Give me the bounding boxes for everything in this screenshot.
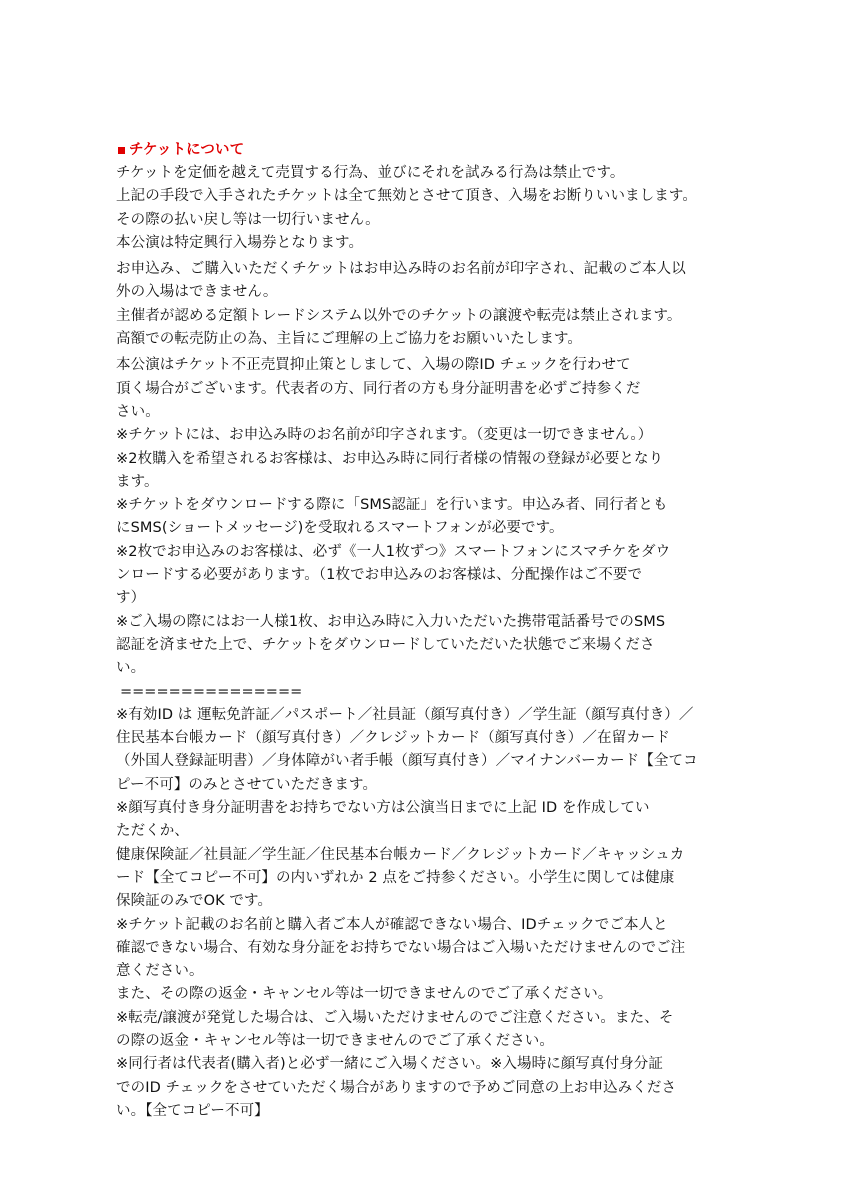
text-line: ピー不可】のみとさせていただきます。 — [116, 776, 378, 793]
ticket-notice — [116, 139, 736, 1123]
text-line: にSMS(ショートメッセージ)を受取れるスマートフォンが必要です。 — [116, 520, 564, 537]
text-line: ※同行者は代表者(購入者)と必ず一緒にご入場ください。※入場時に顔写真付身分証 — [116, 1056, 664, 1073]
text-line: 高額での転売防止の為、主旨にご理解の上ご協力をお願いいたします。 — [116, 331, 583, 348]
text-line: ※顔写真付き身分証明書をお持ちでない方は公演当日までに上記 ID を作成してい — [116, 800, 650, 817]
text-line: 外の入場はできません。 — [116, 284, 278, 301]
text-line: す） — [116, 590, 146, 607]
text-line: その際の払い戻し等は一切行いません。 — [116, 211, 380, 228]
separator-line: =============== — [120, 683, 303, 700]
text-line: ード【全てコピー不可】の内いずれか 2 点をご持参ください。小学生に関しては健康 — [116, 869, 675, 886]
text-line: 保険証のみでOK です。 — [116, 893, 273, 910]
text-line: ※チケットをダウンロードする際に「SMS認証」を行います。申込み者、同行者とも — [116, 497, 668, 514]
text-line: でのID チェックをさせていただく場合がありますので予めご同意の上お申込みくださ — [116, 1079, 677, 1096]
text-line: 主催者が認める定額トレードシステム以外でのチケットの譲渡や転売は禁止されます。 — [116, 307, 682, 324]
id-check-paragraph — [116, 354, 736, 680]
text-line: 認証を済ませた上で、チケットをダウンロードしていただいた状態でご来場くださ — [116, 636, 655, 653]
text-line: ※ご入場の際にはお一人様1枚、お申込み時に入力いただいた携帯電話番号でのSMS — [116, 613, 666, 630]
text-line: ※転売/譲渡が発覚した場合は、ご入場いただけませんのでご注意ください。また、そ — [116, 1009, 674, 1026]
text-line: さい。 — [116, 403, 160, 420]
section-heading-text: チケットについて — [129, 141, 245, 158]
text-line: ※チケット記載のお名前と購入者ご本人が確認できない場合、IDチェックでご本人と — [116, 916, 668, 933]
text-line: 上記の手段で入手されたチケットは全て無効とさせて頂き、入場をお断りいいまします。 — [116, 188, 697, 205]
resale-policy-paragraph — [116, 162, 736, 255]
text-line: い。 — [116, 660, 146, 677]
text-line: ※2枚でお申込みのお客様は、必ず《一人1枚ずつ》スマートフォンにスマチケをダウ — [116, 543, 671, 560]
text-line: ※チケットには、お申込み時のお名前が印字されます。（変更は一切できません。） — [116, 427, 653, 444]
text-line: の際の返金・キャンセル等は一切できませんのでご了承ください。 — [116, 1032, 554, 1049]
text-line: ※2枚購入を希望されるお客様は、お申込み時に同行者様の情報の登録が必要となり — [116, 450, 664, 467]
square-bullet-icon — [118, 147, 125, 154]
text-line: 確認できない場合、有効な身分証をお持ちでない場合はご入場いただけませんのでご注 — [116, 939, 686, 956]
text-line: い。【全てコピー不可】 — [116, 1102, 269, 1119]
text-line: 住民基本台帳カード（顔写真付き）／クレジットカード（顔写真付き）／在留カード — [116, 730, 670, 747]
text-line: ます。 — [116, 473, 159, 490]
named-ticket-paragraph — [116, 258, 736, 351]
text-line: 本公演はチケット不正売買抑止策としまして、入場の際ID チェックを行わせて — [116, 357, 631, 374]
text-line: ンロードする必要があります。（1枚でお申込みのお客様は、分配操作はご不要で — [116, 567, 643, 584]
text-line: お申込み、ご購入いただくチケットはお申込み時のお名前が印字され、記載のご本人以 — [116, 261, 686, 278]
text-line: 健康保険証／社員証／学生証／住民基本台帳カード／クレジットカード／キャッシュカ — [116, 846, 685, 863]
section-heading — [116, 139, 736, 162]
text-line: 頂く場合がございます。代表者の方、同行者の方も身分証明書を必ずご持参くだ — [116, 380, 641, 397]
text-line: ただくか、 — [116, 823, 189, 840]
text-line: 意ください。 — [116, 963, 204, 980]
text-line: また、その際の返金・キャンセル等は一切できませんのでご了承ください。 — [116, 986, 613, 1003]
valid-id-paragraph — [116, 704, 736, 1123]
text-line: （外国人登録証明書）／身体障がい者手帳（顔写真付き）／マイナンバーカード【全てコ — [116, 753, 698, 770]
text-line: 本公演は特定興行入場券となります。 — [116, 234, 364, 251]
text-line: チケットを定価を越えて売買する行為、並びにそれを試みる行為は禁止です。 — [116, 165, 625, 181]
text-line: ※有効ID は 運転免許証／パスポート／社員証（顔写真付き）／学生証（顔写真付き）／ — [116, 706, 694, 723]
